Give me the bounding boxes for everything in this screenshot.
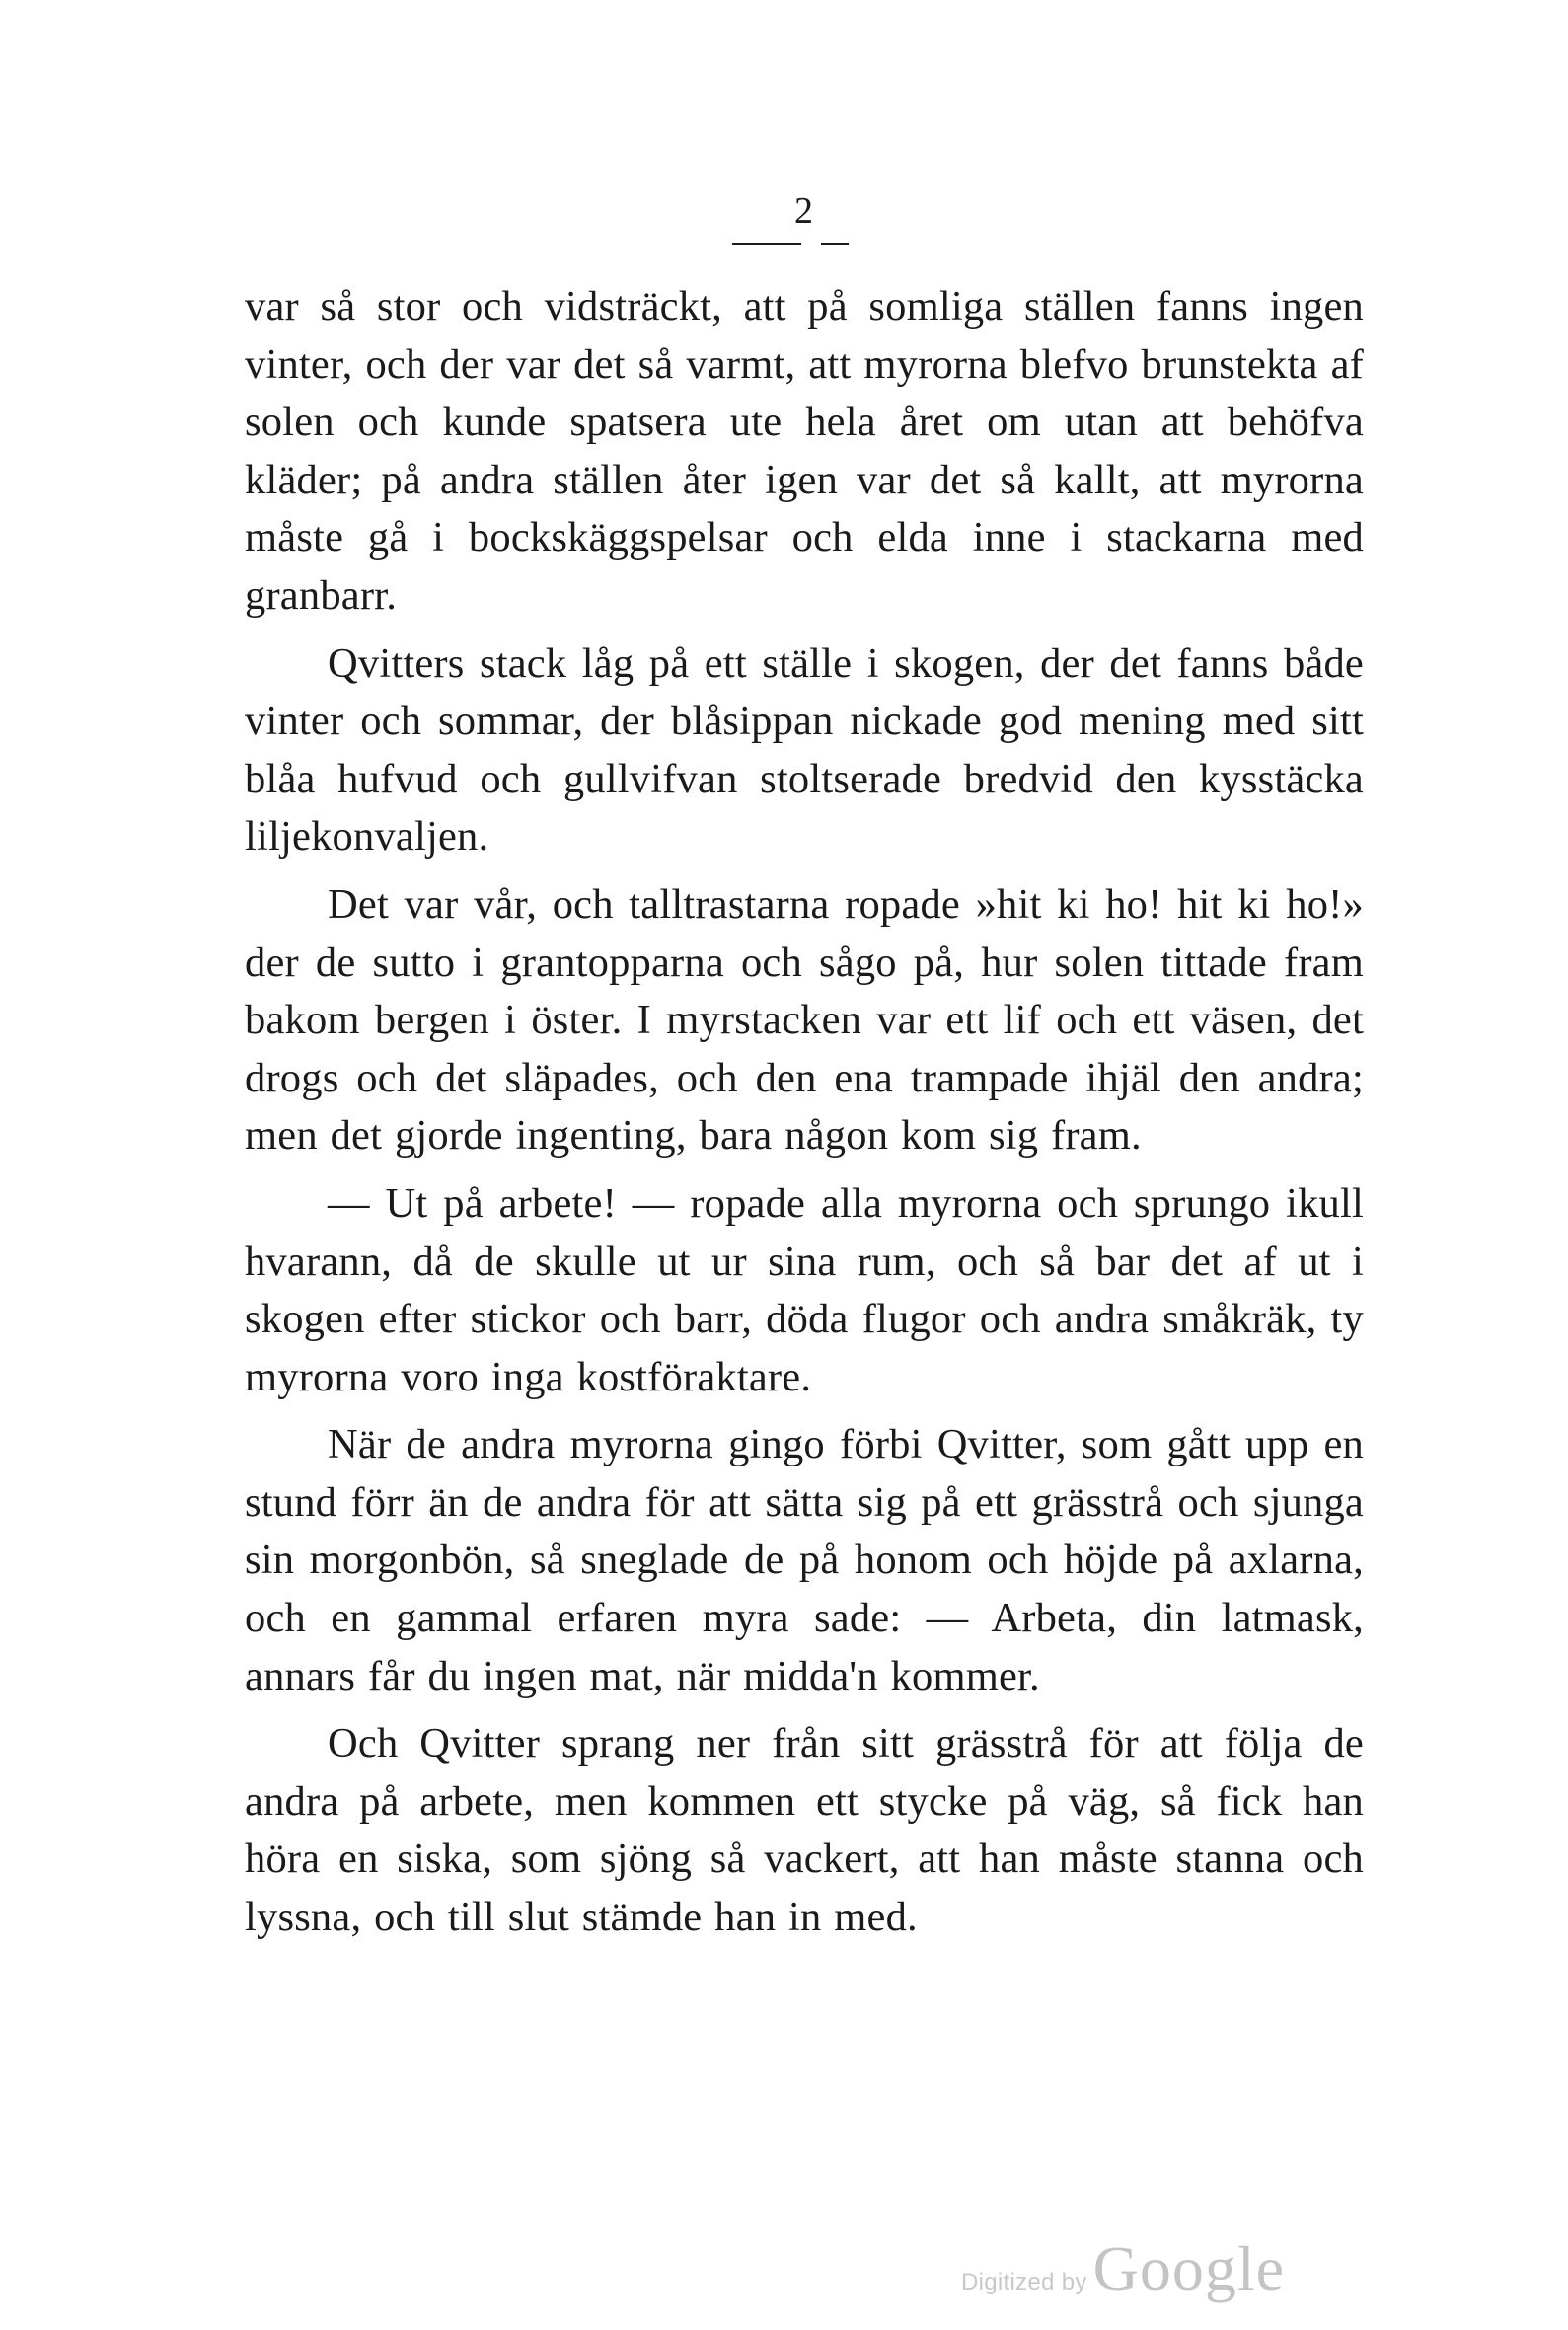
body-text (245, 278, 1364, 1947)
paragraph-spacer (245, 1705, 1364, 1715)
page-number-value: 2 (794, 190, 813, 232)
paragraph-spacer (245, 1406, 1364, 1416)
page-number-rule-left (732, 243, 801, 245)
digitized-watermark (961, 2232, 1285, 2305)
paragraph-4: — Ut på arbete! — ropade alla myrorna och sprungo ikull hvarann, då de skulle ut ur sina rum, och så bar det af ut i skogen efter stickor och barr, döda flugor och andra småkräk, ty myrorna voro inga kostföraktare. (245, 1179, 1364, 1400)
paragraph-1: var så stor och vidsträckt, att på somliga ställen fanns ingen vinter, och der var det så varmt, att myrorna blefvo brunstekta af solen och kunde spatsera ute hela året om utan att behöfva kläder; på andra ställen åter igen var det så kallt, att myrorna måste gå i bockskäggspelsar och elda inne i stackarna med granbarr. (245, 283, 1364, 619)
paragraph-spacer (245, 626, 1364, 636)
page-number (0, 192, 1568, 230)
google-logo: Google (1092, 2233, 1286, 2303)
paragraph-5: När de andra myrorna gingo förbi Qvitter, som gått upp en stund förr än de andra för att sätta sig på ett grässtrå och sjunga sin morgonbön, så sneglade de på honom och höjde på axlarna, och en gammal erfaren myra sade: — Arbeta, din latmask, annars får du ingen mat, när midda'n kommer. (245, 1421, 1364, 1699)
paragraph-3: Det var vår, och talltrastarna ropade »hit ki ho! hit ki ho!» der de sutto i grantopparna och sågo på, hur solen tittade fram bakom bergen i öster. I myrstacken var ett lif och ett väsen, det drogs och det släpades, och den ena trampade ihjäl den andra; men det gjorde ingenting, bara någon kom sig fram. (245, 880, 1364, 1160)
paragraph-2: Qvitters stack låg på ett ställe i skogen, der det fanns både vinter och sommar, der blåsippan nickade god mening med sitt blåa hufvud och gullvifvan stoltserade bredvid den kysstäcka liljekonvaljen. (245, 639, 1364, 861)
watermark-prefix: Digitized by (961, 2269, 1087, 2295)
paragraph-spacer (245, 866, 1364, 876)
page-number-rule-right (821, 243, 849, 245)
paragraph-spacer (245, 1165, 1364, 1175)
paragraph-6: Och Qvitter sprang ner från sitt grässtrå för att följa de andra på arbete, men kommen ett stycke på väg, så fick han höra en siska, som sjöng så vackert, att han måste stanna och lyssna, och till slut stämde han in med. (245, 1720, 1364, 1941)
